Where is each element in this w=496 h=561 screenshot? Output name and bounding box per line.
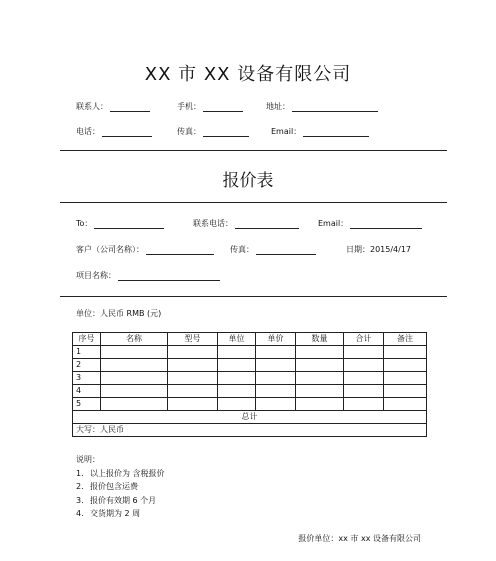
date-value: 2015/4/17 (370, 245, 412, 254)
project-field (76, 270, 220, 281)
client-email-field (318, 218, 422, 229)
table-cell[interactable] (101, 385, 168, 398)
row-index: 1 (73, 346, 101, 359)
table-cell[interactable] (101, 398, 168, 411)
header-price: 单价 (256, 333, 296, 346)
client-email-label: Email： (318, 219, 349, 228)
table-cell[interactable] (218, 346, 256, 359)
table-cell[interactable] (168, 359, 218, 372)
table-cell[interactable] (384, 359, 427, 372)
quoting-company: 报价单位：xx 市 xx 设备有限公司 (298, 534, 421, 543)
table-header-row (73, 333, 427, 346)
table-cell[interactable] (256, 385, 296, 398)
table-cell[interactable] (101, 372, 168, 385)
client-phone-label: 联系电话： (193, 219, 233, 228)
note-item (76, 480, 165, 494)
table-row (73, 385, 427, 398)
header-subtotal: 合计 (344, 333, 384, 346)
customer-field (76, 244, 214, 255)
table-cell[interactable] (218, 385, 256, 398)
email-label: Email： (271, 127, 302, 136)
client-phone-blank (235, 219, 299, 229)
table-row (73, 398, 427, 411)
company-name: XX 市 XX 设备有限公司 (144, 64, 352, 85)
project-blank (118, 271, 220, 281)
to-label: To： (76, 219, 93, 228)
note-number: 4. (76, 509, 84, 518)
fax-label: 传真： (177, 127, 201, 136)
client-phone-field (193, 218, 299, 229)
header-remark: 备注 (384, 333, 427, 346)
date-field (346, 244, 411, 255)
phone-label: 电话： (76, 127, 100, 136)
notes-heading: 说明： (76, 455, 100, 464)
note-item (76, 507, 165, 521)
address-field (266, 101, 378, 112)
note-text: 交货期为 2 周 (90, 509, 141, 518)
note-text: 报价包含运费 (90, 482, 138, 491)
project-label: 项目名称： (76, 271, 116, 280)
contact-person-blank (110, 102, 150, 112)
table-cell[interactable] (256, 372, 296, 385)
address-blank (292, 102, 378, 112)
header-model: 型号 (168, 333, 218, 346)
table-row (73, 372, 427, 385)
note-number: 3. (76, 495, 84, 505)
table-cell[interactable] (296, 359, 344, 372)
document-title: 报价表 (222, 171, 274, 191)
mobile-blank (203, 102, 243, 112)
note-text: 以上报价为 含税报价 (90, 468, 165, 478)
title-divider (60, 202, 447, 203)
table-cell[interactable] (218, 398, 256, 411)
mobile-label: 手机： (177, 102, 201, 111)
note-item (76, 494, 165, 508)
row-index: 2 (73, 359, 101, 372)
capital-row (73, 424, 427, 437)
address-label: 地址： (266, 102, 290, 111)
table-cell[interactable] (384, 346, 427, 359)
header-quantity: 数量 (296, 333, 344, 346)
total-label: 总计 (73, 411, 427, 424)
row-index: 5 (73, 398, 101, 411)
customer-label: 客户（公司名称）： (76, 245, 144, 254)
date-label: 日期： (346, 245, 370, 254)
note-text: 报价有效期 6 个月 (90, 495, 157, 505)
email-field (271, 126, 369, 137)
table-cell[interactable] (384, 385, 427, 398)
table-cell[interactable] (384, 372, 427, 385)
client-fax-field (230, 244, 316, 255)
to-field (76, 218, 164, 229)
note-number: 1. (76, 468, 84, 478)
client-email-blank (350, 219, 422, 229)
table-cell[interactable] (296, 385, 344, 398)
fax-blank (203, 127, 249, 137)
table-cell[interactable] (296, 346, 344, 359)
fax-field (177, 126, 249, 137)
header-divider (60, 150, 447, 151)
phone-field (76, 126, 152, 137)
table-cell[interactable] (344, 385, 384, 398)
table-cell[interactable] (296, 398, 344, 411)
table-row (73, 346, 427, 359)
quote-table (72, 332, 427, 437)
header-name: 名称 (101, 333, 168, 346)
table-cell[interactable] (168, 385, 218, 398)
table-cell[interactable] (168, 398, 218, 411)
client-fax-label: 传真： (230, 245, 254, 254)
to-blank (94, 219, 164, 229)
table-cell[interactable] (101, 346, 168, 359)
total-row (73, 411, 427, 424)
table-cell[interactable] (218, 372, 256, 385)
note-number: 2. (76, 482, 84, 491)
table-cell[interactable] (296, 372, 344, 385)
table-cell[interactable] (344, 398, 384, 411)
notes-section (76, 453, 165, 521)
table-cell[interactable] (218, 359, 256, 372)
table-cell[interactable] (384, 398, 427, 411)
client-fax-blank (256, 245, 316, 255)
table-cell[interactable] (256, 359, 296, 372)
table-row (73, 359, 427, 372)
note-item (76, 467, 165, 481)
currency-unit: 单位：人民币 RMB (元) (76, 309, 162, 318)
capital-amount-label: 大写：人民币 (73, 424, 427, 437)
table-cell[interactable] (101, 359, 168, 372)
table-cell[interactable] (256, 398, 296, 411)
table-cell[interactable] (344, 346, 384, 359)
row-index: 4 (73, 385, 101, 398)
row-index: 3 (73, 372, 101, 385)
table-cell[interactable] (168, 372, 218, 385)
header-unit: 单位 (218, 333, 256, 346)
contact-person-label: 联系人： (76, 102, 108, 111)
table-cell[interactable] (344, 359, 384, 372)
customer-blank (146, 245, 214, 255)
table-cell[interactable] (344, 372, 384, 385)
table-cell[interactable] (256, 346, 296, 359)
email-blank (303, 127, 369, 137)
table-cell[interactable] (168, 346, 218, 359)
phone-blank (102, 127, 152, 137)
mobile-field (177, 101, 243, 112)
header-index: 序号 (73, 333, 101, 346)
client-divider (60, 296, 447, 297)
contact-person-field (76, 101, 150, 112)
